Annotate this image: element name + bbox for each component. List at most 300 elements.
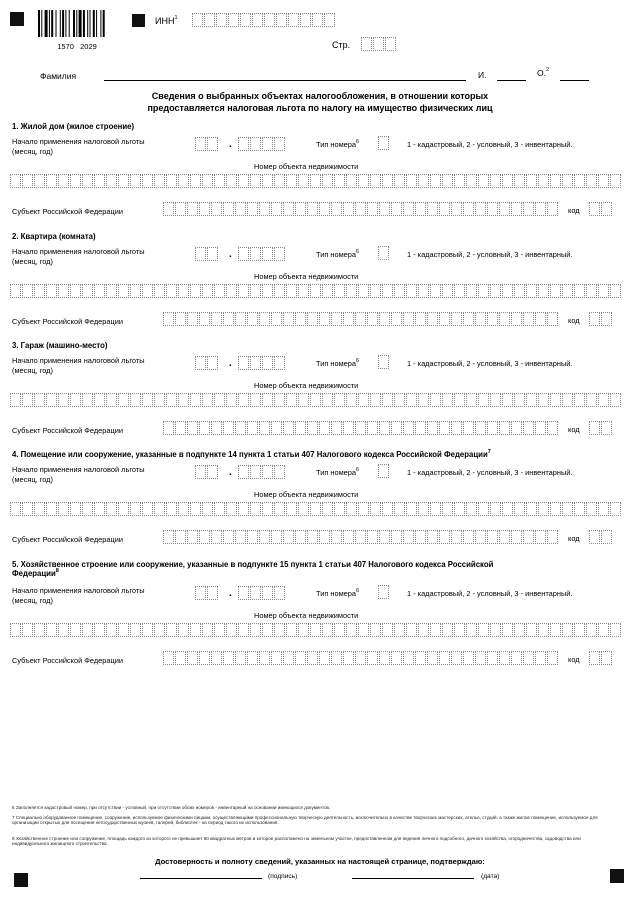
input-cell[interactable] [439, 421, 450, 435]
input-cell[interactable] [82, 502, 93, 516]
input-cell[interactable] [574, 393, 585, 407]
input-cell[interactable] [106, 623, 117, 637]
input-cell[interactable] [367, 651, 378, 665]
input-cell[interactable] [598, 502, 609, 516]
input-cell[interactable] [430, 393, 441, 407]
input-cell[interactable] [322, 393, 333, 407]
date-field[interactable] [352, 878, 474, 879]
input-cell[interactable] [22, 174, 33, 188]
input-cell[interactable] [343, 651, 354, 665]
input-cell[interactable] [355, 530, 366, 544]
input-cell[interactable] [70, 284, 81, 298]
input-cell[interactable] [378, 464, 389, 478]
input-cell[interactable] [178, 393, 189, 407]
start-month-field[interactable] [195, 247, 219, 261]
input-cell[interactable] [235, 421, 246, 435]
input-cell[interactable] [178, 623, 189, 637]
start-year-field[interactable] [238, 356, 286, 370]
input-cell[interactable] [283, 651, 294, 665]
input-cell[interactable] [94, 393, 105, 407]
input-cell[interactable] [403, 421, 414, 435]
input-cell[interactable] [163, 202, 174, 216]
surname-field[interactable] [104, 80, 466, 81]
patronymic-initial-field[interactable] [560, 80, 589, 81]
input-cell[interactable] [331, 421, 342, 435]
input-cell[interactable] [394, 623, 405, 637]
input-cell[interactable] [274, 137, 285, 151]
input-cell[interactable] [58, 174, 69, 188]
input-cell[interactable] [163, 651, 174, 665]
input-cell[interactable] [475, 421, 486, 435]
input-cell[interactable] [250, 393, 261, 407]
input-cell[interactable] [226, 623, 237, 637]
input-cell[interactable] [298, 393, 309, 407]
input-cell[interactable] [475, 651, 486, 665]
input-cell[interactable] [238, 174, 249, 188]
input-cell[interactable] [466, 174, 477, 188]
number-type-field[interactable] [378, 246, 390, 260]
input-cell[interactable] [58, 623, 69, 637]
input-cell[interactable] [586, 502, 597, 516]
input-cell[interactable] [262, 284, 273, 298]
input-cell[interactable] [574, 284, 585, 298]
input-cell[interactable] [385, 37, 396, 51]
input-cell[interactable] [70, 502, 81, 516]
input-cell[interactable] [406, 393, 417, 407]
input-cell[interactable] [271, 421, 282, 435]
input-cell[interactable] [439, 530, 450, 544]
input-cell[interactable] [355, 421, 366, 435]
input-cell[interactable] [406, 623, 417, 637]
input-cell[interactable] [70, 393, 81, 407]
input-cell[interactable] [382, 174, 393, 188]
input-cell[interactable] [403, 651, 414, 665]
input-cell[interactable] [451, 421, 462, 435]
input-cell[interactable] [382, 502, 393, 516]
input-cell[interactable] [223, 312, 234, 326]
input-cell[interactable] [574, 502, 585, 516]
input-cell[interactable] [499, 202, 510, 216]
input-cell[interactable] [394, 284, 405, 298]
input-cell[interactable] [187, 312, 198, 326]
input-cell[interactable] [238, 393, 249, 407]
input-cell[interactable] [247, 530, 258, 544]
input-cell[interactable] [394, 393, 405, 407]
input-cell[interactable] [535, 530, 546, 544]
input-cell[interactable] [394, 502, 405, 516]
input-cell[interactable] [601, 202, 612, 216]
input-cell[interactable] [240, 13, 251, 27]
input-cell[interactable] [58, 393, 69, 407]
start-month-field[interactable] [195, 137, 219, 151]
input-cell[interactable] [247, 421, 258, 435]
input-cell[interactable] [223, 202, 234, 216]
input-cell[interactable] [204, 13, 215, 27]
input-cell[interactable] [574, 174, 585, 188]
input-cell[interactable] [610, 174, 621, 188]
input-cell[interactable] [199, 530, 210, 544]
input-cell[interactable] [262, 247, 273, 261]
input-cell[interactable] [238, 623, 249, 637]
input-cell[interactable] [130, 174, 141, 188]
input-cell[interactable] [202, 393, 213, 407]
input-cell[interactable] [195, 586, 206, 600]
input-cell[interactable] [274, 393, 285, 407]
input-cell[interactable] [10, 623, 21, 637]
input-cell[interactable] [46, 284, 57, 298]
input-cell[interactable] [307, 312, 318, 326]
input-cell[interactable] [310, 623, 321, 637]
input-cell[interactable] [295, 530, 306, 544]
input-cell[interactable] [511, 312, 522, 326]
input-cell[interactable] [418, 393, 429, 407]
input-cell[interactable] [211, 530, 222, 544]
input-cell[interactable] [430, 284, 441, 298]
input-cell[interactable] [274, 502, 285, 516]
input-cell[interactable] [211, 651, 222, 665]
input-cell[interactable] [324, 13, 335, 27]
input-cell[interactable] [295, 312, 306, 326]
input-cell[interactable] [319, 651, 330, 665]
input-cell[interactable] [487, 651, 498, 665]
input-cell[interactable] [274, 356, 285, 370]
input-cell[interactable] [262, 356, 273, 370]
input-cell[interactable] [250, 284, 261, 298]
input-cell[interactable] [214, 393, 225, 407]
input-cell[interactable] [216, 13, 227, 27]
input-cell[interactable] [601, 421, 612, 435]
input-cell[interactable] [466, 623, 477, 637]
input-cell[interactable] [207, 356, 218, 370]
input-cell[interactable] [370, 174, 381, 188]
input-cell[interactable] [378, 136, 389, 150]
input-cell[interactable] [250, 247, 261, 261]
input-cell[interactable] [346, 174, 357, 188]
input-cell[interactable] [403, 202, 414, 216]
input-cell[interactable] [378, 585, 389, 599]
input-cell[interactable] [391, 202, 402, 216]
input-cell[interactable] [478, 623, 489, 637]
input-cell[interactable] [463, 530, 474, 544]
input-cell[interactable] [298, 174, 309, 188]
input-cell[interactable] [535, 651, 546, 665]
input-cell[interactable] [226, 502, 237, 516]
object-number-field[interactable] [10, 174, 622, 188]
input-cell[interactable] [223, 530, 234, 544]
input-cell[interactable] [271, 651, 282, 665]
input-cell[interactable] [514, 393, 525, 407]
input-cell[interactable] [199, 312, 210, 326]
input-cell[interactable] [34, 623, 45, 637]
input-cell[interactable] [514, 623, 525, 637]
input-cell[interactable] [466, 393, 477, 407]
input-cell[interactable] [379, 421, 390, 435]
input-cell[interactable] [370, 623, 381, 637]
input-cell[interactable] [490, 174, 501, 188]
input-cell[interactable] [207, 586, 218, 600]
input-cell[interactable] [490, 502, 501, 516]
input-cell[interactable] [58, 284, 69, 298]
start-year-field[interactable] [238, 137, 286, 151]
input-cell[interactable] [358, 284, 369, 298]
input-cell[interactable] [589, 202, 600, 216]
input-cell[interactable] [10, 174, 21, 188]
input-cell[interactable] [286, 174, 297, 188]
input-cell[interactable] [154, 393, 165, 407]
input-cell[interactable] [535, 202, 546, 216]
input-cell[interactable] [310, 174, 321, 188]
input-cell[interactable] [264, 13, 275, 27]
input-cell[interactable] [214, 623, 225, 637]
input-cell[interactable] [589, 312, 600, 326]
input-cell[interactable] [207, 247, 218, 261]
input-cell[interactable] [331, 651, 342, 665]
input-cell[interactable] [94, 623, 105, 637]
input-cell[interactable] [442, 284, 453, 298]
input-cell[interactable] [10, 393, 21, 407]
input-cell[interactable] [610, 284, 621, 298]
input-cell[interactable] [523, 202, 534, 216]
input-cell[interactable] [322, 623, 333, 637]
start-year-field[interactable] [238, 247, 286, 261]
input-cell[interactable] [130, 502, 141, 516]
input-cell[interactable] [195, 247, 206, 261]
signature-field[interactable] [140, 878, 262, 879]
start-year-field[interactable] [238, 586, 286, 600]
input-cell[interactable] [211, 421, 222, 435]
input-cell[interactable] [46, 174, 57, 188]
input-cell[interactable] [187, 530, 198, 544]
input-cell[interactable] [322, 284, 333, 298]
input-cell[interactable] [46, 502, 57, 516]
input-cell[interactable] [190, 174, 201, 188]
input-cell[interactable] [358, 623, 369, 637]
input-cell[interactable] [610, 623, 621, 637]
input-cell[interactable] [142, 623, 153, 637]
input-cell[interactable] [418, 502, 429, 516]
input-cell[interactable] [487, 421, 498, 435]
input-cell[interactable] [235, 530, 246, 544]
input-cell[interactable] [415, 421, 426, 435]
input-cell[interactable] [334, 393, 345, 407]
input-cell[interactable] [454, 284, 465, 298]
input-cell[interactable] [331, 202, 342, 216]
input-cell[interactable] [331, 530, 342, 544]
input-cell[interactable] [511, 651, 522, 665]
input-cell[interactable] [391, 651, 402, 665]
input-cell[interactable] [142, 174, 153, 188]
input-cell[interactable] [454, 623, 465, 637]
input-cell[interactable] [502, 284, 513, 298]
input-cell[interactable] [379, 651, 390, 665]
region-code-field[interactable] [589, 651, 613, 665]
input-cell[interactable] [382, 284, 393, 298]
input-cell[interactable] [214, 502, 225, 516]
input-cell[interactable] [34, 502, 45, 516]
region-code-field[interactable] [589, 202, 613, 216]
input-cell[interactable] [250, 137, 261, 151]
input-cell[interactable] [406, 502, 417, 516]
input-cell[interactable] [166, 623, 177, 637]
number-type-field[interactable] [378, 136, 390, 150]
input-cell[interactable] [238, 284, 249, 298]
input-cell[interactable] [235, 651, 246, 665]
input-cell[interactable] [187, 421, 198, 435]
input-cell[interactable] [199, 202, 210, 216]
input-cell[interactable] [478, 502, 489, 516]
input-cell[interactable] [586, 174, 597, 188]
input-cell[interactable] [163, 421, 174, 435]
input-cell[interactable] [598, 174, 609, 188]
input-cell[interactable] [598, 393, 609, 407]
number-type-field[interactable] [378, 355, 390, 369]
input-cell[interactable] [523, 312, 534, 326]
input-cell[interactable] [331, 312, 342, 326]
input-cell[interactable] [274, 586, 285, 600]
input-cell[interactable] [10, 502, 21, 516]
input-cell[interactable] [307, 530, 318, 544]
object-number-field[interactable] [10, 623, 622, 637]
input-cell[interactable] [334, 284, 345, 298]
input-cell[interactable] [247, 651, 258, 665]
input-cell[interactable] [276, 13, 287, 27]
input-cell[interactable] [274, 284, 285, 298]
input-cell[interactable] [202, 623, 213, 637]
input-cell[interactable] [511, 421, 522, 435]
input-cell[interactable] [235, 312, 246, 326]
input-cell[interactable] [175, 530, 186, 544]
input-cell[interactable] [490, 623, 501, 637]
input-cell[interactable] [58, 502, 69, 516]
input-cell[interactable] [478, 174, 489, 188]
input-cell[interactable] [547, 651, 558, 665]
input-cell[interactable] [70, 174, 81, 188]
input-cell[interactable] [319, 202, 330, 216]
input-cell[interactable] [190, 502, 201, 516]
input-cell[interactable] [82, 623, 93, 637]
input-cell[interactable] [187, 651, 198, 665]
input-cell[interactable] [418, 174, 429, 188]
input-cell[interactable] [118, 623, 129, 637]
input-cell[interactable] [250, 465, 261, 479]
input-cell[interactable] [526, 284, 537, 298]
input-cell[interactable] [598, 623, 609, 637]
start-month-field[interactable] [195, 465, 219, 479]
input-cell[interactable] [378, 355, 389, 369]
input-cell[interactable] [298, 623, 309, 637]
input-cell[interactable] [310, 284, 321, 298]
input-cell[interactable] [586, 393, 597, 407]
input-cell[interactable] [601, 651, 612, 665]
input-cell[interactable] [226, 284, 237, 298]
object-number-field[interactable] [10, 502, 622, 516]
input-cell[interactable] [228, 13, 239, 27]
input-cell[interactable] [22, 284, 33, 298]
input-cell[interactable] [207, 137, 218, 151]
input-cell[interactable] [403, 530, 414, 544]
input-cell[interactable] [142, 393, 153, 407]
input-cell[interactable] [466, 284, 477, 298]
input-cell[interactable] [406, 284, 417, 298]
input-cell[interactable] [274, 174, 285, 188]
input-cell[interactable] [526, 393, 537, 407]
input-cell[interactable] [415, 202, 426, 216]
input-cell[interactable] [195, 137, 206, 151]
input-cell[interactable] [538, 174, 549, 188]
input-cell[interactable] [94, 174, 105, 188]
input-cell[interactable] [490, 284, 501, 298]
input-cell[interactable] [195, 356, 206, 370]
start-month-field[interactable] [195, 356, 219, 370]
input-cell[interactable] [334, 502, 345, 516]
input-cell[interactable] [322, 174, 333, 188]
input-cell[interactable] [283, 530, 294, 544]
number-type-field[interactable] [378, 464, 390, 478]
input-cell[interactable] [154, 284, 165, 298]
input-cell[interactable] [550, 284, 561, 298]
input-cell[interactable] [271, 202, 282, 216]
input-cell[interactable] [475, 312, 486, 326]
input-cell[interactable] [199, 421, 210, 435]
input-cell[interactable] [523, 530, 534, 544]
inn-field[interactable] [192, 13, 336, 27]
input-cell[interactable] [490, 393, 501, 407]
input-cell[interactable] [195, 465, 206, 479]
input-cell[interactable] [319, 530, 330, 544]
input-cell[interactable] [589, 530, 600, 544]
input-cell[interactable] [118, 502, 129, 516]
input-cell[interactable] [355, 202, 366, 216]
input-cell[interactable] [262, 137, 273, 151]
input-cell[interactable] [562, 623, 573, 637]
input-cell[interactable] [475, 202, 486, 216]
input-cell[interactable] [82, 284, 93, 298]
input-cell[interactable] [535, 421, 546, 435]
input-cell[interactable] [379, 312, 390, 326]
input-cell[interactable] [262, 174, 273, 188]
input-cell[interactable] [295, 651, 306, 665]
input-cell[interactable] [238, 137, 249, 151]
input-cell[interactable] [463, 421, 474, 435]
input-cell[interactable] [502, 623, 513, 637]
input-cell[interactable] [274, 247, 285, 261]
input-cell[interactable] [295, 202, 306, 216]
start-month-field[interactable] [195, 586, 219, 600]
input-cell[interactable] [142, 284, 153, 298]
input-cell[interactable] [439, 312, 450, 326]
input-cell[interactable] [418, 623, 429, 637]
input-cell[interactable] [250, 356, 261, 370]
input-cell[interactable] [307, 421, 318, 435]
input-cell[interactable] [547, 202, 558, 216]
input-cell[interactable] [487, 202, 498, 216]
input-cell[interactable] [610, 393, 621, 407]
input-cell[interactable] [106, 284, 117, 298]
input-cell[interactable] [300, 13, 311, 27]
input-cell[interactable] [601, 530, 612, 544]
input-cell[interactable] [175, 421, 186, 435]
input-cell[interactable] [307, 202, 318, 216]
input-cell[interactable] [511, 530, 522, 544]
input-cell[interactable] [307, 651, 318, 665]
input-cell[interactable] [439, 202, 450, 216]
region-field[interactable] [163, 530, 559, 544]
input-cell[interactable] [286, 502, 297, 516]
input-cell[interactable] [373, 37, 384, 51]
input-cell[interactable] [442, 502, 453, 516]
input-cell[interactable] [367, 530, 378, 544]
input-cell[interactable] [106, 393, 117, 407]
